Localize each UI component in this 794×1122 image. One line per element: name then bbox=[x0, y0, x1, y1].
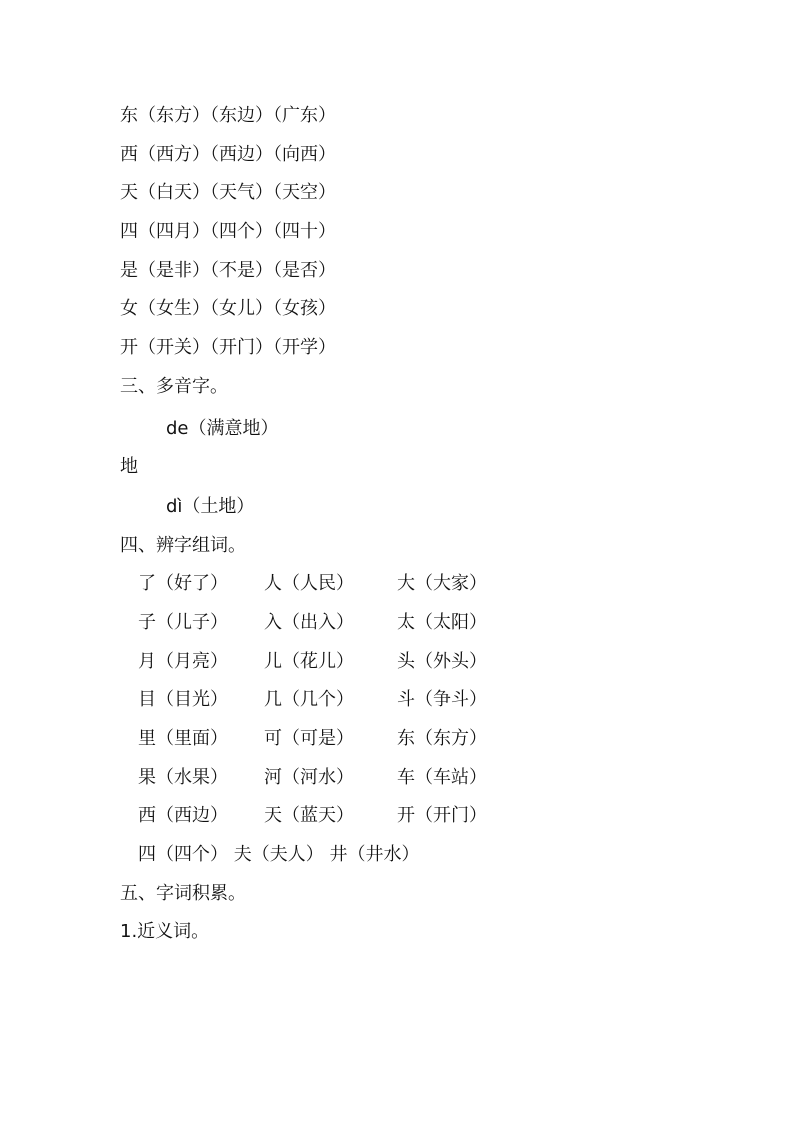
word-cell: 车（车站） bbox=[397, 767, 487, 788]
word-cell: 开（开门） bbox=[397, 805, 487, 826]
word-cell: 子（儿子） bbox=[138, 612, 228, 633]
word-cell: 儿（花儿） bbox=[264, 651, 354, 672]
word-cell: 天（蓝天） bbox=[264, 805, 354, 826]
word-group-line: 女（女生）（女儿）（女孩） bbox=[120, 298, 336, 319]
section-heading: 三、多音字。 bbox=[120, 376, 228, 397]
word-cell: 太（太阳） bbox=[397, 612, 487, 633]
word-group-line: 西（西方）（西边）（向西） bbox=[120, 144, 336, 165]
word-group-line: 是（是非）（不是）（是否） bbox=[120, 260, 336, 281]
section-heading: 五、字词积累。 bbox=[120, 883, 246, 904]
word-cell: 头（外头） bbox=[397, 651, 487, 672]
word-cell: 斗（争斗） bbox=[397, 689, 487, 710]
word-cell: 月（月亮） bbox=[138, 651, 228, 672]
word-cell: 可（可是） bbox=[264, 728, 354, 749]
word-cell: 目（目光） bbox=[138, 689, 228, 710]
word-cell: 西（西边） bbox=[138, 805, 228, 826]
word-cell: 河（河水） bbox=[264, 767, 354, 788]
word-cell: 果（水果） bbox=[138, 767, 228, 788]
subsection-heading: 1.近义词。 bbox=[120, 921, 210, 942]
word-group-line: 开（开关）（开门）（开学） bbox=[120, 337, 336, 358]
word-cell: 大（大家） bbox=[397, 573, 487, 594]
section-heading: 四、辨字组词。 bbox=[120, 535, 246, 556]
word-cell: 东（东方） bbox=[397, 728, 487, 749]
word-cell: 人（人民） bbox=[264, 573, 354, 594]
word-row-last: 四（四个） 夫（夫人） 井（井水） bbox=[138, 844, 420, 865]
word-group-line: 四（四月）（四个）（四十） bbox=[120, 221, 336, 242]
word-group-line: 天（白天）（天气）（天空） bbox=[120, 182, 336, 203]
word-group-line: 东（东方）（东边）（广东） bbox=[120, 105, 336, 126]
word-cell: 里（里面） bbox=[138, 728, 228, 749]
word-cell: 入（出入） bbox=[264, 612, 354, 633]
polyphone-reading: de（满意地） bbox=[166, 418, 279, 439]
polyphone-reading: dì（土地） bbox=[166, 496, 255, 517]
word-cell: 几（几个） bbox=[264, 689, 354, 710]
polyphone-character: 地 bbox=[120, 456, 138, 477]
word-cell: 了（好了） bbox=[138, 573, 228, 594]
